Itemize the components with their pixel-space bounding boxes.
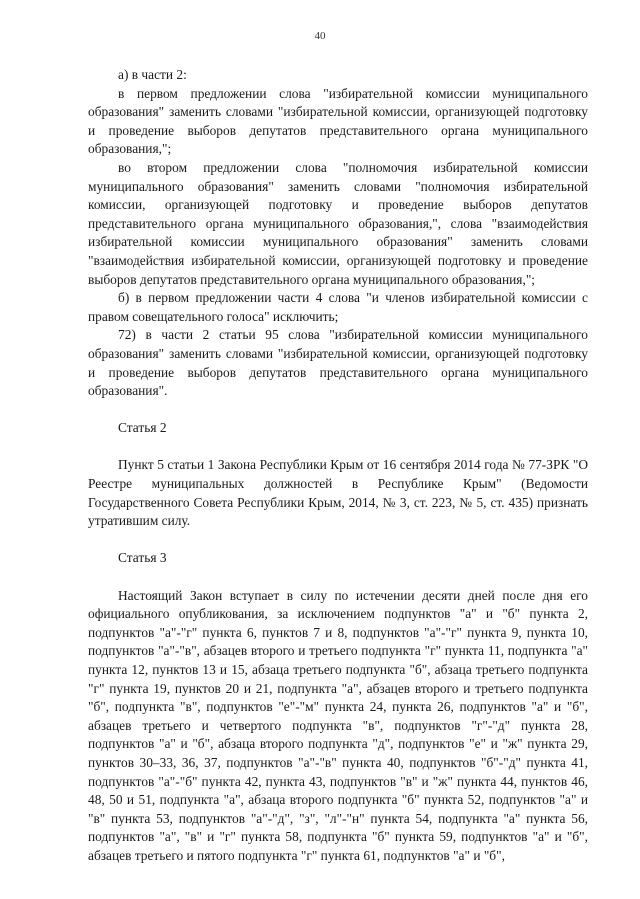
article-2-text: Пункт 5 статьи 1 Закона Республики Крым от 16 сентября 2014 года № 77-ЗРК "О Реестре муниципальных должностей в Республике Крым" (Ведомости Государственного Совета Республики Крым, 2014, № 3, ст. 223, № 5, ст. 435) признать утратившим силу. [88,457,588,529]
article-3-text: Настоящий Закон вступает в силу по истечении десяти дней после дня его официального опубликования, за исключением подпунктов "а" и "б" пункта 2, подпунктов "а"-"г" пункта 6, пунктов 7 и 8, подпунктов "а"-"г" пункта 9, пункта 10, подпунктов "а"-"в", абзацев второго и третьего подпункта "г" пункта 11, подпункта "а" пункта 12, пунктов 13 и 15, абзаца третьего подпункта "б", абзаца третьего подпункта "г" пункта 19, пунктов 20 и 21, подпункта "а", абзацев второго и третьего подпункта "б", подпункта "в", подпунктов "е"-"м" пункта 24, пункта 26, подпунктов "а" и "б", абзацев третьего и четвертого подпункта "в", подпунктов "г"-"д" пункта 28, подпунктов "а" и "б", абзаца второго подпункта "д", подпунктов "е" и "ж" пункта 29, пунктов 30–33, 36, 37, подпунктов "а"-"в" пункта 40, подпунктов "б"-"д" пункта 41, подпунктов "а"-"б" пункта 42, пункта 43, подпунктов "в" и "ж" пункта 44, пунктов 46, 48, 50 и 51, подпункта "а", абзаца второго подпункта "б" пункта 52, подпунктов "а" и "в" пункта 53, подпунктов "а"-"д", "з", "л"-"н" пункта 54, подпункта "а" пункта 56, подпунктов "а", "в" и "г" пункта 58, подпункта "б" пункта 59, подпунктов "а" и "б", абзацев третьего и пятого подпункта "г" пункта 61, подпунктов "а" и "б", [88,587,588,863]
article-3-heading: Статья 3 [118,550,167,566]
paragraph: во втором предложении слова "полномочия избирательной комиссии муниципального образования" заменить словами "полномочия избирательной комиссии, организующей подготовку и проведение выборов депутатов представительного органа муниципального образования,", слова "взаимодействия избирательной комиссии муниципального образования" заменить словами "взаимодействия избирательной комиссии, организующей подготовку и проведение выборов депутатов представительного органа муниципального образования,"; [88,159,588,287]
paragraph: 72) в части 2 статьи 95 слова "избирательной комиссии муниципального образования" заменить словами "избирательной комиссии, организующей подготовку и проведение выборов депутатов представительного органа муниципального образования". [88,327,588,399]
paragraph: в первом предложении слова "избирательной комиссии муниципального образования" заменить словами "избирательной комиссии, организующей подготовку и проведение выборов депутатов представительного органа муниципального образования,"; [88,85,588,157]
paragraph: б) в первом предложении части 4 слова "и членов избирательной комиссии с правом совещательного голоса" исключить; [88,290,588,324]
article-2-heading: Статья 2 [118,420,167,436]
document-body [88,66,588,866]
page-number: 40 [314,30,326,42]
paragraph: а) в части 2: [118,67,187,82]
